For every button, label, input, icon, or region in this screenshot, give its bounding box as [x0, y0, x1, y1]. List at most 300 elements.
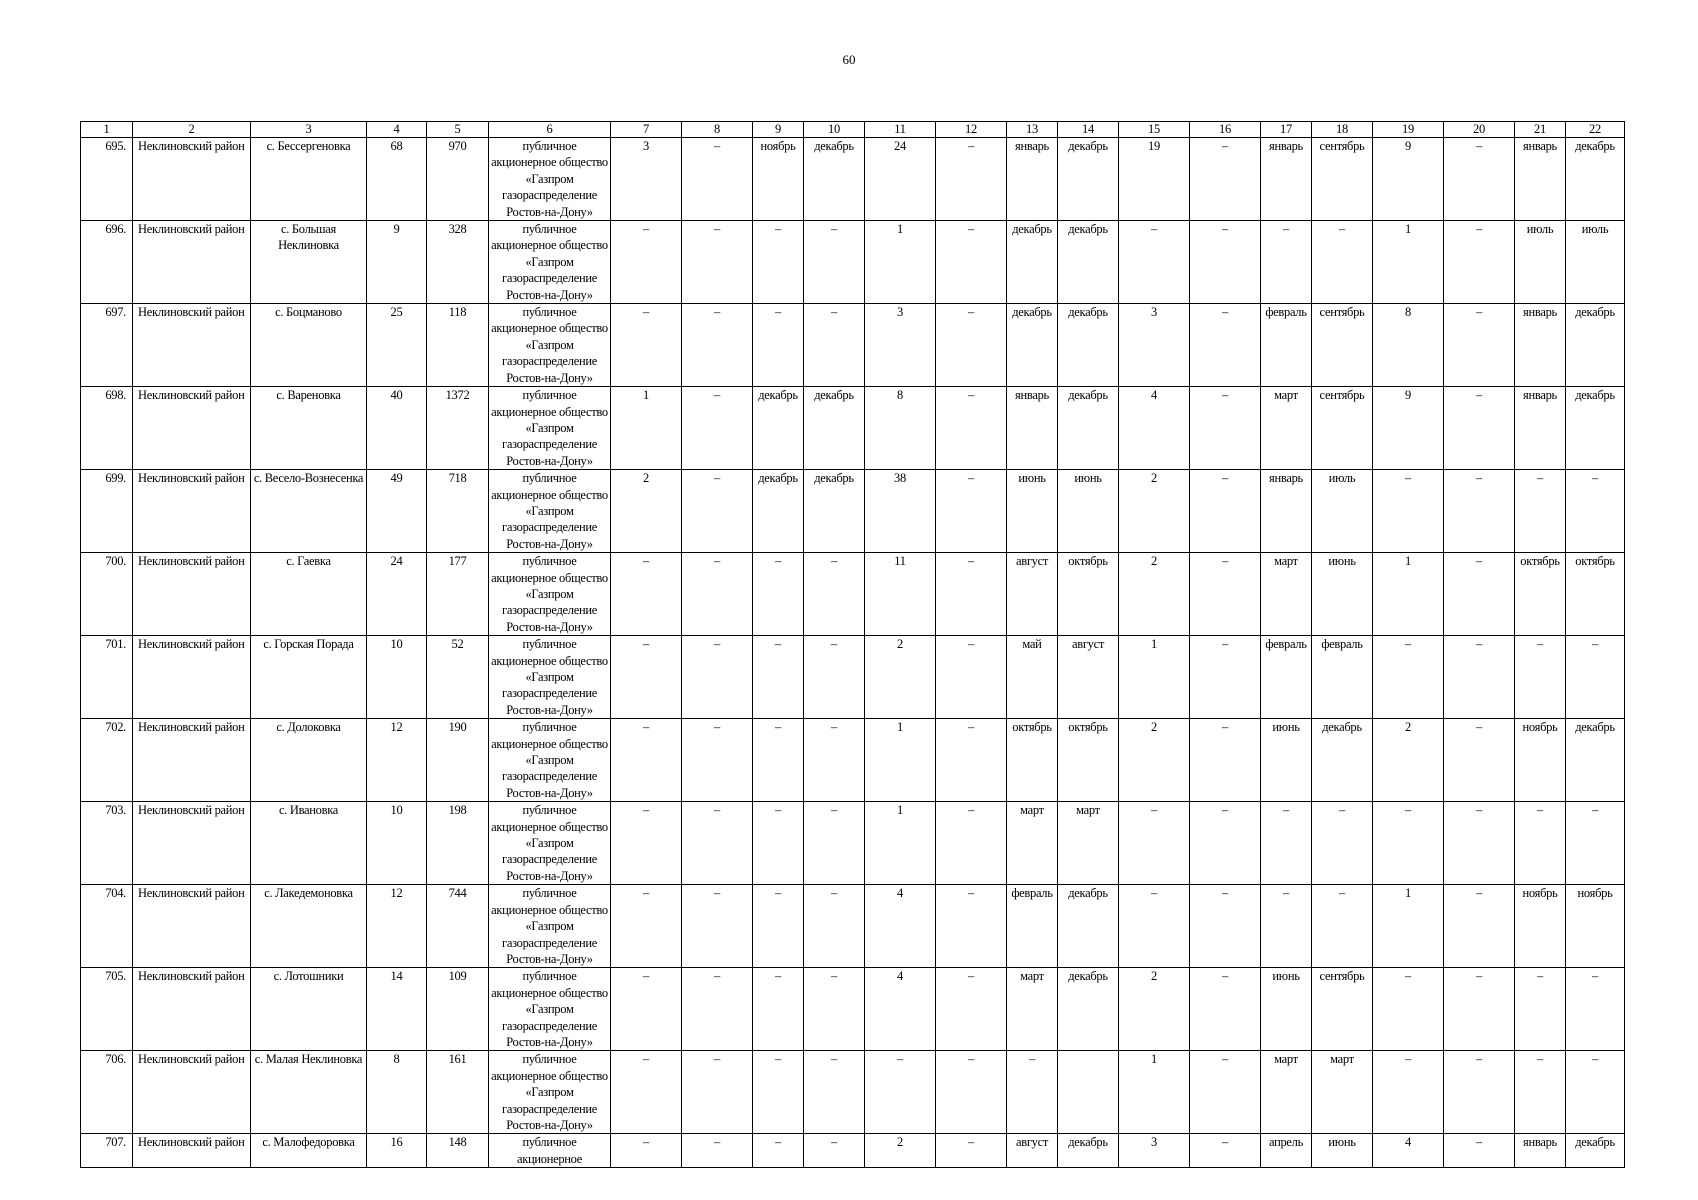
col-10-cell: декабрь	[804, 470, 865, 553]
col-19-cell: 2	[1373, 719, 1444, 802]
col-16-cell: –	[1190, 304, 1261, 387]
col-15-cell: 1	[1119, 1051, 1190, 1134]
col-10-cell: –	[804, 719, 865, 802]
district-cell: Неклиновский район	[133, 1051, 251, 1134]
col-21-cell: –	[1515, 470, 1566, 553]
row-number-cell: 706.	[81, 1051, 133, 1134]
column-number-header: 18	[1312, 122, 1373, 138]
column-number-header: 11	[865, 122, 936, 138]
district-cell: Неклиновский район	[133, 138, 251, 221]
district-cell: Неклиновский район	[133, 802, 251, 885]
col-15-cell: 19	[1119, 138, 1190, 221]
col-9-cell: декабрь	[753, 387, 804, 470]
col-8-cell: –	[682, 553, 753, 636]
col-16-cell: –	[1190, 553, 1261, 636]
col-21-cell: январь	[1515, 138, 1566, 221]
col-13-cell: декабрь	[1007, 304, 1058, 387]
col-14-cell: октябрь	[1058, 719, 1119, 802]
col-16-cell: –	[1190, 1051, 1261, 1134]
organization-cell: публичное акционерное	[489, 1134, 611, 1168]
settlement-cell: с. Горская Порада	[251, 636, 367, 719]
col-11-cell: 8	[865, 387, 936, 470]
col-15-cell: –	[1119, 802, 1190, 885]
table-row	[81, 387, 1625, 470]
col-8-cell: –	[682, 470, 753, 553]
col-15-cell: 3	[1119, 1134, 1190, 1168]
col-11-cell: 2	[865, 636, 936, 719]
col-4-cell: 16	[367, 1134, 427, 1168]
col-18-cell: июнь	[1312, 1134, 1373, 1168]
col-19-cell: 9	[1373, 138, 1444, 221]
col-11-cell: 4	[865, 885, 936, 968]
col-17-cell: июнь	[1261, 719, 1312, 802]
col-9-cell: –	[753, 221, 804, 304]
district-cell: Неклиновский район	[133, 968, 251, 1051]
col-17-cell: –	[1261, 802, 1312, 885]
column-number-header: 3	[251, 122, 367, 138]
col-12-cell: –	[936, 470, 1007, 553]
col-20-cell: –	[1444, 387, 1515, 470]
col-7-cell: –	[611, 221, 682, 304]
col-7-cell: –	[611, 802, 682, 885]
settlement-cell: с. Большая Неклиновка	[251, 221, 367, 304]
district-cell: Неклиновский район	[133, 636, 251, 719]
settlement-cell: с. Лотошники	[251, 968, 367, 1051]
col-5-cell: 161	[427, 1051, 489, 1134]
col-4-cell: 10	[367, 802, 427, 885]
col-18-cell: декабрь	[1312, 719, 1373, 802]
col-22-cell: –	[1566, 968, 1625, 1051]
col-9-cell: –	[753, 802, 804, 885]
table-row	[81, 802, 1625, 885]
col-5-cell: 1372	[427, 387, 489, 470]
col-21-cell: –	[1515, 1051, 1566, 1134]
col-12-cell: –	[936, 553, 1007, 636]
col-19-cell: 9	[1373, 387, 1444, 470]
col-9-cell: ноябрь	[753, 138, 804, 221]
col-10-cell: –	[804, 802, 865, 885]
col-17-cell: февраль	[1261, 636, 1312, 719]
col-7-cell: –	[611, 304, 682, 387]
organization-cell: публичное акционерное общество «Газпром газораспределение Ростов-на-Дону»	[489, 221, 611, 304]
col-10-cell: –	[804, 968, 865, 1051]
col-22-cell: декабрь	[1566, 138, 1625, 221]
col-19-cell: –	[1373, 802, 1444, 885]
col-14-cell: декабрь	[1058, 221, 1119, 304]
col-13-cell: июнь	[1007, 470, 1058, 553]
row-number-cell: 702.	[81, 719, 133, 802]
col-14-cell: декабрь	[1058, 968, 1119, 1051]
col-14-cell	[1058, 1051, 1119, 1134]
col-8-cell: –	[682, 802, 753, 885]
col-4-cell: 49	[367, 470, 427, 553]
col-12-cell: –	[936, 968, 1007, 1051]
settlement-cell: с. Ивановка	[251, 802, 367, 885]
col-5-cell: 109	[427, 968, 489, 1051]
col-19-cell: –	[1373, 968, 1444, 1051]
col-20-cell: –	[1444, 304, 1515, 387]
col-13-cell: март	[1007, 802, 1058, 885]
col-9-cell: –	[753, 968, 804, 1051]
col-18-cell: сентябрь	[1312, 304, 1373, 387]
col-16-cell: –	[1190, 138, 1261, 221]
col-17-cell: апрель	[1261, 1134, 1312, 1168]
table-body	[81, 138, 1625, 1168]
col-16-cell: –	[1190, 470, 1261, 553]
col-8-cell: –	[682, 885, 753, 968]
col-4-cell: 68	[367, 138, 427, 221]
col-22-cell: декабрь	[1566, 387, 1625, 470]
col-12-cell: –	[936, 719, 1007, 802]
col-17-cell: февраль	[1261, 304, 1312, 387]
col-15-cell: 4	[1119, 387, 1190, 470]
col-13-cell: январь	[1007, 138, 1058, 221]
col-5-cell: 328	[427, 221, 489, 304]
col-12-cell: –	[936, 1134, 1007, 1168]
col-16-cell: –	[1190, 885, 1261, 968]
col-13-cell: октябрь	[1007, 719, 1058, 802]
settlement-cell: с. Весело-Вознесенка	[251, 470, 367, 553]
row-number-cell: 696.	[81, 221, 133, 304]
col-10-cell: декабрь	[804, 387, 865, 470]
col-20-cell: –	[1444, 553, 1515, 636]
col-5-cell: 118	[427, 304, 489, 387]
district-cell: Неклиновский район	[133, 553, 251, 636]
col-20-cell: –	[1444, 636, 1515, 719]
organization-cell: публичное акционерное общество «Газпром газораспределение Ростов-на-Дону»	[489, 1051, 611, 1134]
column-number-header: 8	[682, 122, 753, 138]
col-16-cell: –	[1190, 802, 1261, 885]
row-number-cell: 699.	[81, 470, 133, 553]
col-11-cell: 1	[865, 719, 936, 802]
col-10-cell: –	[804, 553, 865, 636]
col-5-cell: 190	[427, 719, 489, 802]
col-12-cell: –	[936, 304, 1007, 387]
table-row	[81, 968, 1625, 1051]
col-16-cell: –	[1190, 719, 1261, 802]
col-12-cell: –	[936, 387, 1007, 470]
col-19-cell: 1	[1373, 885, 1444, 968]
col-13-cell: февраль	[1007, 885, 1058, 968]
district-cell: Неклиновский район	[133, 470, 251, 553]
col-7-cell: –	[611, 968, 682, 1051]
column-number-header: 13	[1007, 122, 1058, 138]
row-number-cell: 704.	[81, 885, 133, 968]
col-19-cell: –	[1373, 636, 1444, 719]
col-7-cell: 3	[611, 138, 682, 221]
col-11-cell: –	[865, 1051, 936, 1134]
organization-cell: публичное акционерное общество «Газпром газораспределение Ростов-на-Дону»	[489, 138, 611, 221]
col-4-cell: 10	[367, 636, 427, 719]
col-11-cell: 11	[865, 553, 936, 636]
settlement-cell: с. Малая Неклиновка	[251, 1051, 367, 1134]
col-20-cell: –	[1444, 470, 1515, 553]
district-cell: Неклиновский район	[133, 885, 251, 968]
col-22-cell: октябрь	[1566, 553, 1625, 636]
col-11-cell: 2	[865, 1134, 936, 1168]
col-5-cell: 52	[427, 636, 489, 719]
table-row	[81, 1134, 1625, 1168]
col-17-cell: март	[1261, 1051, 1312, 1134]
col-8-cell: –	[682, 304, 753, 387]
col-17-cell: –	[1261, 885, 1312, 968]
col-18-cell: март	[1312, 1051, 1373, 1134]
col-22-cell: –	[1566, 636, 1625, 719]
settlement-cell: с. Вареновка	[251, 387, 367, 470]
col-20-cell: –	[1444, 1051, 1515, 1134]
col-16-cell: –	[1190, 387, 1261, 470]
col-9-cell: –	[753, 304, 804, 387]
col-4-cell: 24	[367, 553, 427, 636]
col-10-cell: –	[804, 1134, 865, 1168]
col-10-cell: –	[804, 1051, 865, 1134]
col-13-cell: август	[1007, 1134, 1058, 1168]
col-22-cell: –	[1566, 802, 1625, 885]
table-row	[81, 470, 1625, 553]
col-18-cell: июль	[1312, 470, 1373, 553]
column-number-header: 12	[936, 122, 1007, 138]
column-number-header: 1	[81, 122, 133, 138]
row-number-cell: 700.	[81, 553, 133, 636]
col-15-cell: 1	[1119, 636, 1190, 719]
col-4-cell: 25	[367, 304, 427, 387]
col-18-cell: –	[1312, 221, 1373, 304]
col-14-cell: декабрь	[1058, 885, 1119, 968]
col-22-cell: декабрь	[1566, 304, 1625, 387]
col-20-cell: –	[1444, 719, 1515, 802]
col-9-cell: –	[753, 719, 804, 802]
col-17-cell: –	[1261, 221, 1312, 304]
col-15-cell: 2	[1119, 470, 1190, 553]
organization-cell: публичное акционерное общество «Газпром газораспределение Ростов-на-Дону»	[489, 719, 611, 802]
col-8-cell: –	[682, 1051, 753, 1134]
row-number-cell: 701.	[81, 636, 133, 719]
col-21-cell: январь	[1515, 304, 1566, 387]
col-19-cell: 1	[1373, 221, 1444, 304]
settlement-cell: с. Гаевка	[251, 553, 367, 636]
col-19-cell: 4	[1373, 1134, 1444, 1168]
col-15-cell: 2	[1119, 968, 1190, 1051]
col-20-cell: –	[1444, 802, 1515, 885]
settlement-cell: с. Лакедемоновка	[251, 885, 367, 968]
column-number-header: 2	[133, 122, 251, 138]
col-8-cell: –	[682, 138, 753, 221]
organization-cell: публичное акционерное общество «Газпром газораспределение Ростов-на-Дону»	[489, 553, 611, 636]
district-cell: Неклиновский район	[133, 1134, 251, 1168]
col-21-cell: июль	[1515, 221, 1566, 304]
col-13-cell: март	[1007, 968, 1058, 1051]
district-cell: Неклиновский район	[133, 304, 251, 387]
col-18-cell: –	[1312, 885, 1373, 968]
col-18-cell: сентябрь	[1312, 387, 1373, 470]
settlement-cell: с. Долоковка	[251, 719, 367, 802]
col-13-cell: декабрь	[1007, 221, 1058, 304]
table-row	[81, 221, 1625, 304]
col-14-cell: декабрь	[1058, 304, 1119, 387]
col-18-cell: сентябрь	[1312, 968, 1373, 1051]
col-4-cell: 40	[367, 387, 427, 470]
col-10-cell: –	[804, 885, 865, 968]
organization-cell: публичное акционерное общество «Газпром газораспределение Ростов-на-Дону»	[489, 304, 611, 387]
col-8-cell: –	[682, 221, 753, 304]
organization-cell: публичное акционерное общество «Газпром газораспределение Ростов-на-Дону»	[489, 968, 611, 1051]
col-7-cell: –	[611, 885, 682, 968]
column-number-header: 17	[1261, 122, 1312, 138]
col-21-cell: ноябрь	[1515, 719, 1566, 802]
col-20-cell: –	[1444, 968, 1515, 1051]
row-number-cell: 695.	[81, 138, 133, 221]
col-12-cell: –	[936, 138, 1007, 221]
col-4-cell: 9	[367, 221, 427, 304]
col-15-cell: –	[1119, 885, 1190, 968]
col-13-cell: –	[1007, 1051, 1058, 1134]
col-7-cell: –	[611, 636, 682, 719]
col-15-cell: 2	[1119, 719, 1190, 802]
col-4-cell: 12	[367, 885, 427, 968]
row-number-cell: 697.	[81, 304, 133, 387]
col-16-cell: –	[1190, 968, 1261, 1051]
col-18-cell: сентябрь	[1312, 138, 1373, 221]
settlement-cell: с. Малофедоровка	[251, 1134, 367, 1168]
table-row	[81, 1051, 1625, 1134]
settlement-cell: с. Боцманово	[251, 304, 367, 387]
col-18-cell: июнь	[1312, 553, 1373, 636]
col-14-cell: декабрь	[1058, 138, 1119, 221]
col-11-cell: 3	[865, 304, 936, 387]
col-5-cell: 744	[427, 885, 489, 968]
col-14-cell: октябрь	[1058, 553, 1119, 636]
col-14-cell: март	[1058, 802, 1119, 885]
col-22-cell: ноябрь	[1566, 885, 1625, 968]
row-number-cell: 707.	[81, 1134, 133, 1168]
col-7-cell: 1	[611, 387, 682, 470]
col-19-cell: –	[1373, 1051, 1444, 1134]
table-row	[81, 553, 1625, 636]
col-14-cell: декабрь	[1058, 1134, 1119, 1168]
column-number-row	[81, 122, 1625, 138]
col-10-cell: –	[804, 304, 865, 387]
col-20-cell: –	[1444, 138, 1515, 221]
table-row	[81, 138, 1625, 221]
col-13-cell: август	[1007, 553, 1058, 636]
col-8-cell: –	[682, 719, 753, 802]
col-4-cell: 12	[367, 719, 427, 802]
col-22-cell: –	[1566, 1051, 1625, 1134]
col-12-cell: –	[936, 802, 1007, 885]
col-7-cell: –	[611, 719, 682, 802]
col-21-cell: –	[1515, 802, 1566, 885]
settlement-cell: с. Бессергеновка	[251, 138, 367, 221]
col-21-cell: –	[1515, 968, 1566, 1051]
col-16-cell: –	[1190, 221, 1261, 304]
organization-cell: публичное акционерное общество «Газпром газораспределение Ростов-на-Дону»	[489, 802, 611, 885]
col-8-cell: –	[682, 1134, 753, 1168]
gasification-schedule-table	[80, 121, 1625, 1168]
col-12-cell: –	[936, 1051, 1007, 1134]
table-row	[81, 636, 1625, 719]
column-number-header: 9	[753, 122, 804, 138]
col-17-cell: март	[1261, 553, 1312, 636]
col-7-cell: 2	[611, 470, 682, 553]
row-number-cell: 703.	[81, 802, 133, 885]
organization-cell: публичное акционерное общество «Газпром газораспределение Ростов-на-Дону»	[489, 885, 611, 968]
col-11-cell: 38	[865, 470, 936, 553]
col-17-cell: июнь	[1261, 968, 1312, 1051]
col-9-cell: –	[753, 1134, 804, 1168]
col-13-cell: январь	[1007, 387, 1058, 470]
col-12-cell: –	[936, 221, 1007, 304]
col-7-cell: –	[611, 1134, 682, 1168]
col-22-cell: декабрь	[1566, 719, 1625, 802]
col-11-cell: 4	[865, 968, 936, 1051]
col-10-cell: –	[804, 636, 865, 719]
column-number-header: 21	[1515, 122, 1566, 138]
column-number-header: 10	[804, 122, 865, 138]
column-number-header: 15	[1119, 122, 1190, 138]
column-number-header: 19	[1373, 122, 1444, 138]
col-15-cell: 3	[1119, 304, 1190, 387]
col-19-cell: 1	[1373, 553, 1444, 636]
col-11-cell: 1	[865, 802, 936, 885]
col-7-cell: –	[611, 553, 682, 636]
table-row	[81, 719, 1625, 802]
col-19-cell: –	[1373, 470, 1444, 553]
col-20-cell: –	[1444, 885, 1515, 968]
col-10-cell: декабрь	[804, 138, 865, 221]
col-8-cell: –	[682, 968, 753, 1051]
col-18-cell: –	[1312, 802, 1373, 885]
col-5-cell: 177	[427, 553, 489, 636]
col-8-cell: –	[682, 636, 753, 719]
col-4-cell: 8	[367, 1051, 427, 1134]
col-10-cell: –	[804, 221, 865, 304]
col-9-cell: декабрь	[753, 470, 804, 553]
col-18-cell: февраль	[1312, 636, 1373, 719]
row-number-cell: 705.	[81, 968, 133, 1051]
col-11-cell: 24	[865, 138, 936, 221]
col-21-cell: октябрь	[1515, 553, 1566, 636]
col-9-cell: –	[753, 885, 804, 968]
col-4-cell: 14	[367, 968, 427, 1051]
column-number-header: 4	[367, 122, 427, 138]
col-19-cell: 8	[1373, 304, 1444, 387]
column-number-header: 14	[1058, 122, 1119, 138]
district-cell: Неклиновский район	[133, 719, 251, 802]
column-number-header: 16	[1190, 122, 1261, 138]
organization-cell: публичное акционерное общество «Газпром газораспределение Ростов-на-Дону»	[489, 387, 611, 470]
column-number-header: 5	[427, 122, 489, 138]
column-number-header: 22	[1566, 122, 1625, 138]
col-15-cell: –	[1119, 221, 1190, 304]
col-9-cell: –	[753, 553, 804, 636]
col-13-cell: май	[1007, 636, 1058, 719]
col-22-cell: июль	[1566, 221, 1625, 304]
organization-cell: публичное акционерное общество «Газпром газораспределение Ростов-на-Дону»	[489, 470, 611, 553]
col-21-cell: январь	[1515, 387, 1566, 470]
col-17-cell: январь	[1261, 138, 1312, 221]
col-11-cell: 1	[865, 221, 936, 304]
col-21-cell: –	[1515, 636, 1566, 719]
row-number-cell: 698.	[81, 387, 133, 470]
col-5-cell: 198	[427, 802, 489, 885]
col-14-cell: август	[1058, 636, 1119, 719]
col-8-cell: –	[682, 387, 753, 470]
organization-cell: публичное акционерное общество «Газпром газораспределение Ростов-на-Дону»	[489, 636, 611, 719]
col-9-cell: –	[753, 1051, 804, 1134]
col-16-cell: –	[1190, 1134, 1261, 1168]
col-21-cell: январь	[1515, 1134, 1566, 1168]
table-row	[81, 885, 1625, 968]
